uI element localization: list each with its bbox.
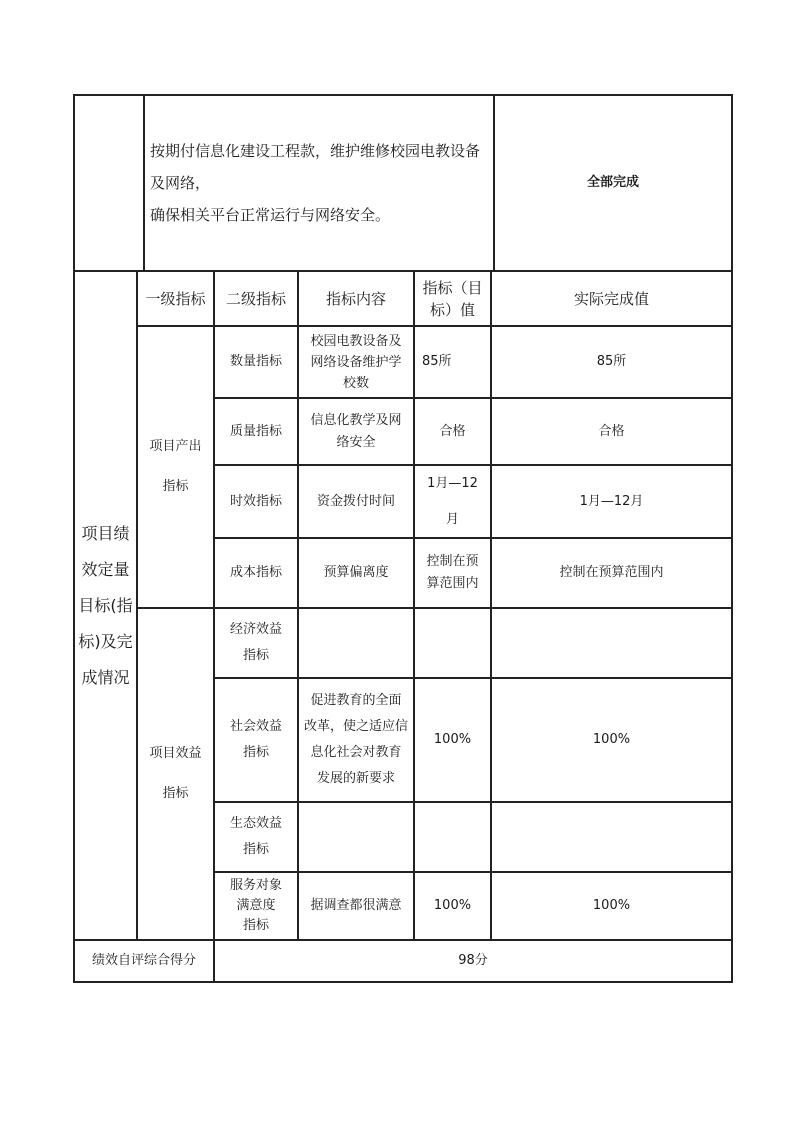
row-level2: 经济效益 指标 [229,622,282,663]
row-actual: 85所 [596,354,627,369]
row-content [299,803,413,871]
row-level2: 时效指标 [229,493,282,509]
row-actual: 合格 [598,423,625,439]
row-content [299,609,413,677]
total-value: 98分 [458,953,488,968]
row-target: 合格 [439,423,466,439]
row-actual: 1月—12月 [579,493,644,509]
row-target [415,609,490,677]
header-content: 指标内容 [325,289,386,308]
task-completion: 全部完成 [586,175,639,190]
row-content: 促进教育的全面 改革，使之适应信 息化社会对教育 发展的新要求 [303,693,408,786]
row-level2: 质量指标 [229,423,282,439]
row-actual: 100% [592,898,631,913]
group-benefit: 项目效益 指标 [149,746,202,801]
header-level1: 一级指标 [145,289,206,308]
row-level2: 社会效益 指标 [229,719,282,760]
row-content: 校园电教设备及 网络设备维护学 校数 [310,333,402,391]
row-target: 100% [433,732,472,747]
header-level2: 二级指标 [225,289,286,308]
row-level2: 成本指标 [229,565,282,580]
section-label: 项目绩 效定量 目标(指 标)及完 成情况 [78,523,133,687]
group-output: 项目产出 指标 [149,439,202,494]
task-description: 按期付信息化建设工程款，维护维修校园电教设备及网络， 确保相关平台正常运行与网络安全。 [150,142,481,224]
total-label: 绩效自评综合得分 [91,953,196,968]
row-level2: 数量指标 [229,354,282,369]
row-content: 据调查都很满意 [310,898,402,913]
row-target: 85所 [422,354,452,369]
header-target: 指标（目 标）值 [422,278,483,319]
row-content: 资金拨付时间 [316,493,395,509]
row-actual [492,609,731,677]
row-content: 信息化教学及网 络安全 [310,412,402,450]
row-level2: 服务对象 满意度 指标 [229,878,282,933]
row-target [415,803,490,871]
row-level2: 生态效益 指标 [229,816,282,857]
row-actual: 100% [592,732,631,747]
row-target: 控制在预 算范围内 [426,554,479,591]
row-target: 1月—12 月 [427,475,478,527]
header-actual: 实际完成值 [573,289,649,308]
row-actual [492,803,731,871]
row-actual: 控制在预算范围内 [559,565,664,580]
row-target: 100% [433,898,472,913]
row-content: 预算偏离度 [323,565,389,580]
